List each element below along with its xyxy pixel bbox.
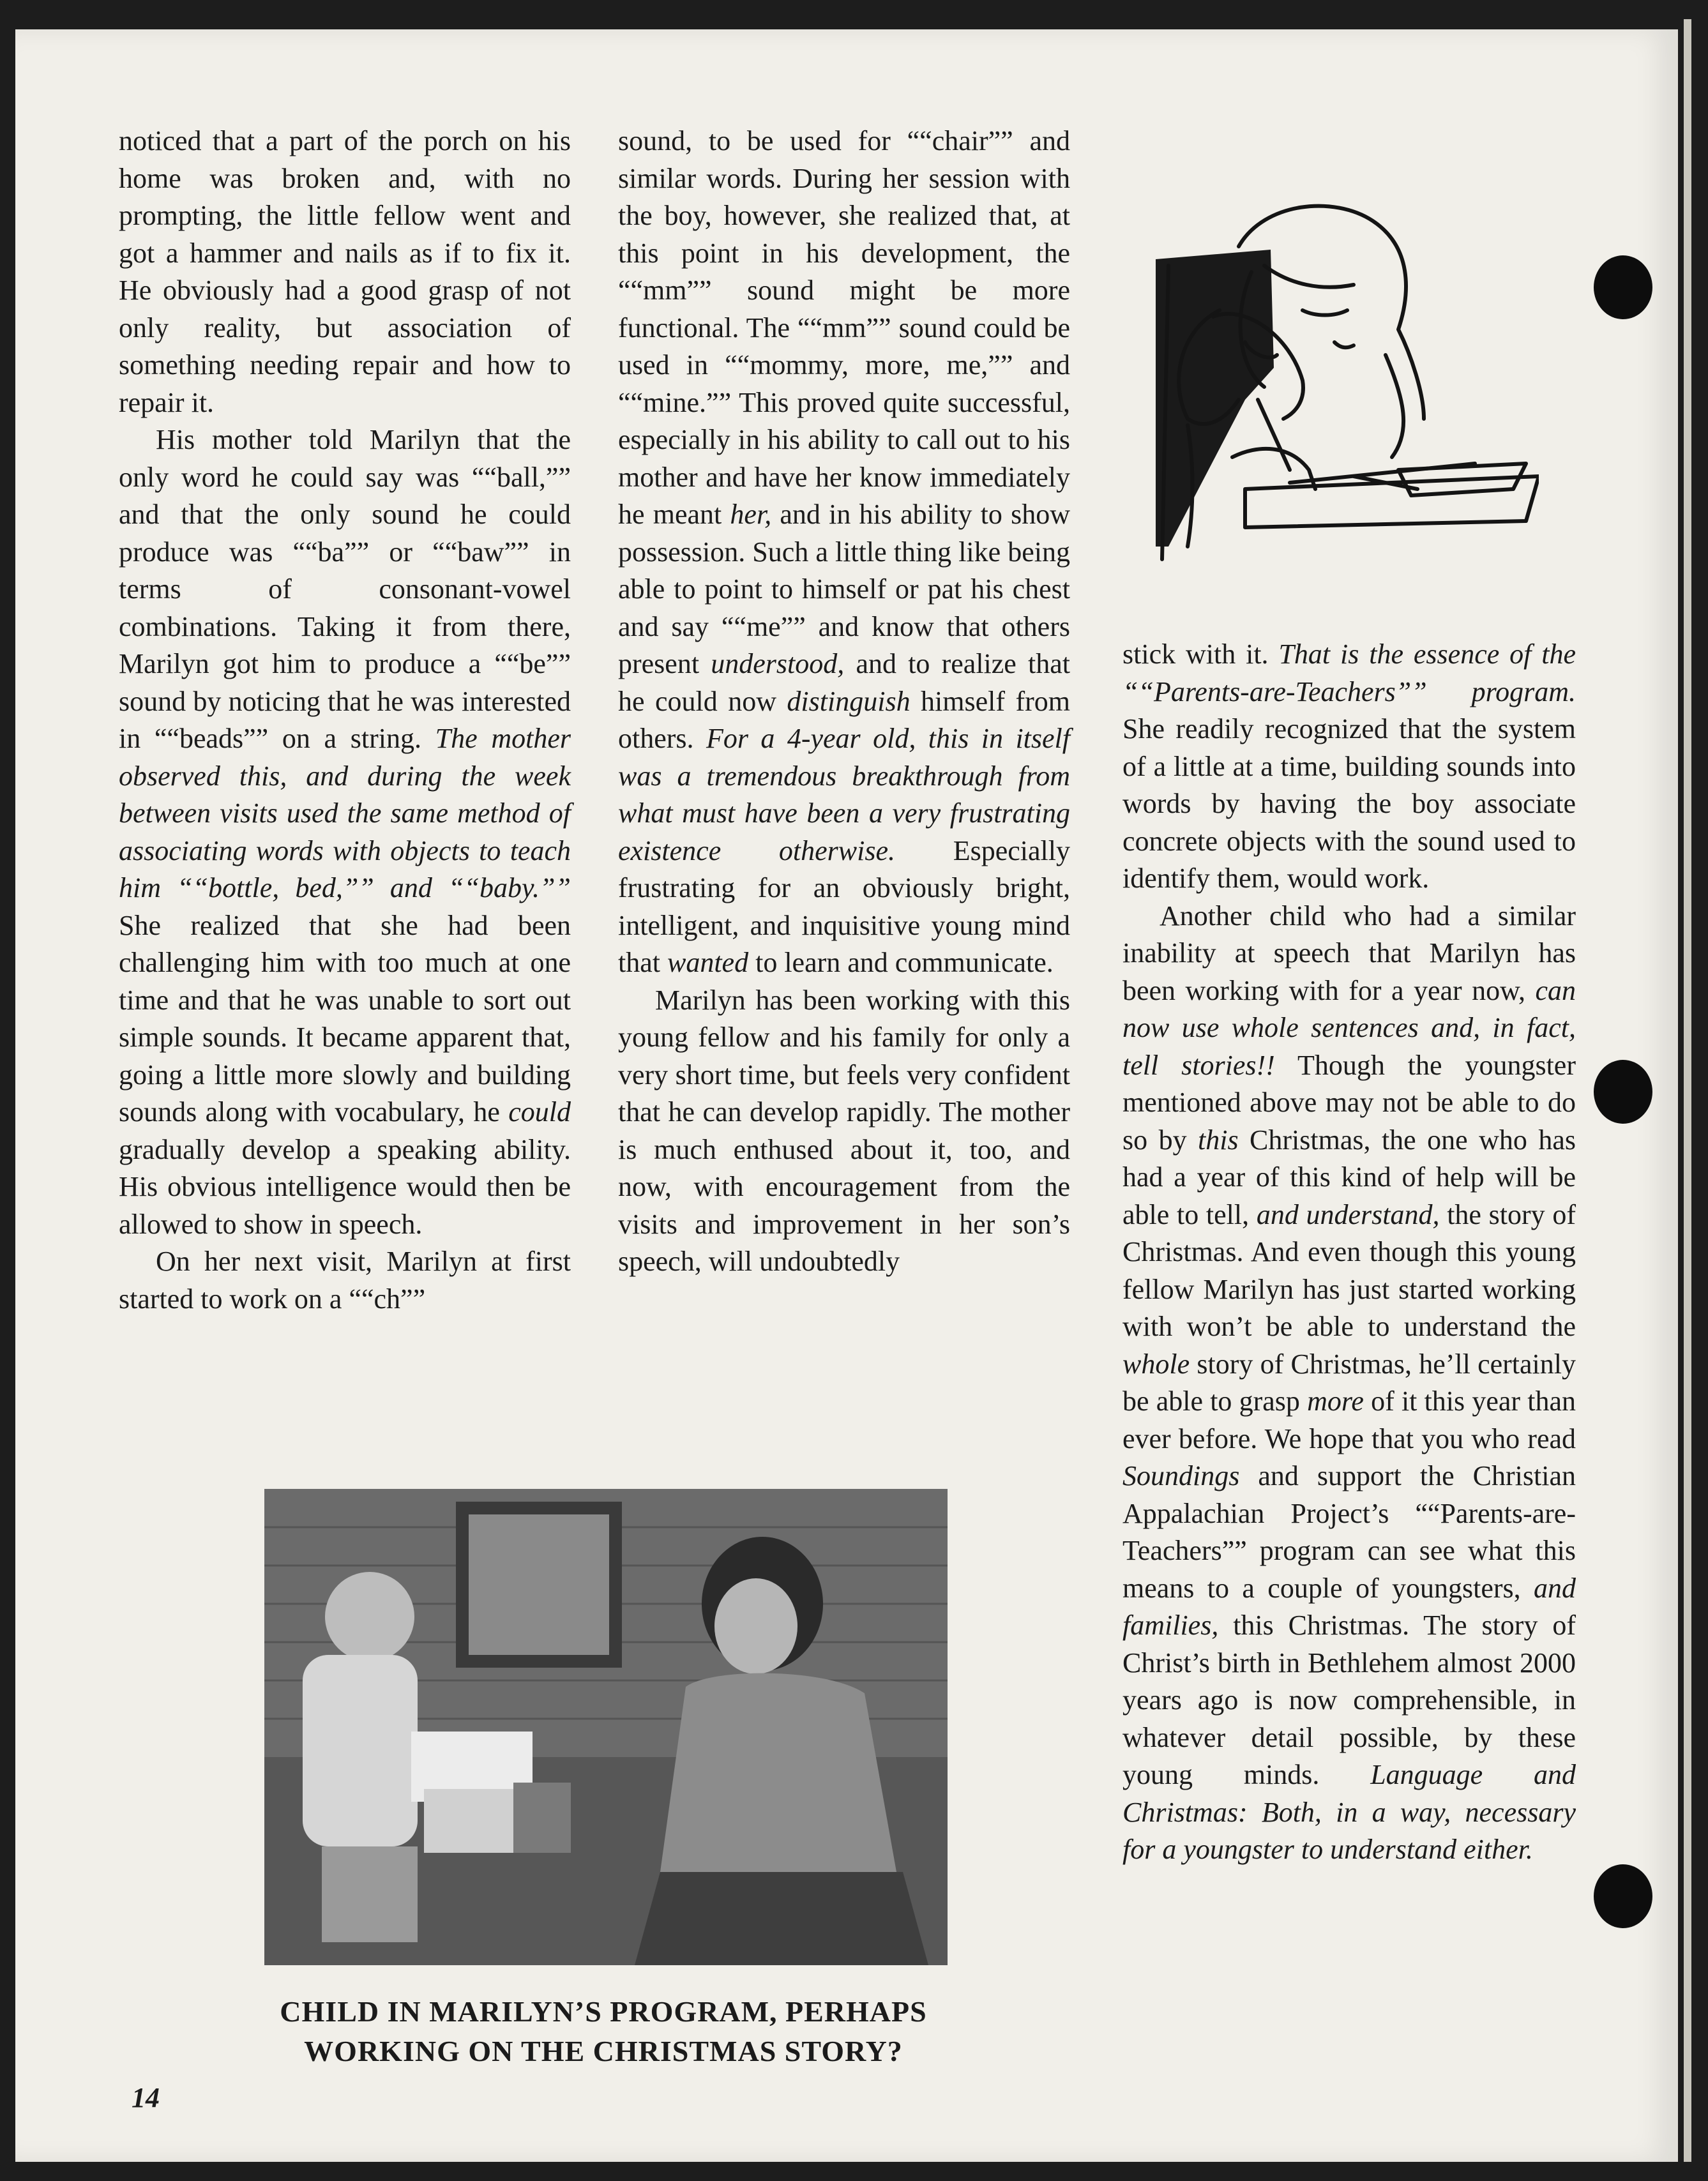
binder-hole-icon [1594, 1060, 1652, 1124]
binder-hole-icon [1594, 255, 1652, 319]
binder-hole-icon [1594, 1864, 1652, 1928]
paragraph: Another child who had a similar inability at speech that Marilyn has been working with for a year now, can now use whole sentences and, in fact, tell stories!! Though the youngster mentioned above may not be able to do so by this Christmas, the one who has had a year of this kind of help will be able to tell, and understand, the story of Christmas. And even though this young fellow Marilyn has just started working with won’t be able to understand the whole story of Christmas, he’ll certainly be able to grasp more of it this year than ever before. We hope that you who read Soundings and support the Christian Appalachian Project’s ““Parents-are-Teachers”” program can see what this means to a couple of youngsters, and families, this Christmas. The story of Christ’s birth in Bethlehem almost 2000 years ago is now comprehensible, in whatever detail possible, by these young minds. Language and Christmas: Both, in a way, necessary for a youngster to understand either. [1122, 900, 1576, 1865]
article-column-2 [618, 123, 1070, 1281]
teacher-child-sketch [1143, 189, 1539, 572]
photo-child-and-teacher [264, 1489, 948, 1965]
paragraph: stick with it. That is the essence of the ““Parents-are-Teachers”” program. She readily recognized that the system of a little at a time, building sounds into words by having the boy associate concrete objects with the sound used to identify them, would work. [1122, 638, 1576, 894]
paragraph: On her next visit, Marilyn at first started to work on a ““ch”” [119, 1246, 571, 1315]
caption-line-2: WORKING ON THE CHRISTMAS STORY? [304, 2035, 903, 2067]
photo-caption [185, 1992, 1022, 2071]
paragraph: sound, to be used for ““chair”” and similar words. During her session with the boy, however, she realized that, at this point in his development, the ““mm”” sound might be more functional. The ““mm”” sound could be used in ““mommy, more, me,”” and ““mine.”” This proved quite successful, especially in his ability to call out to his mother and have her know immediately he meant her, and in his ability to show possession. Such a little thing like being able to point to himself or pat his chest and say ““me”” and know that others present understood, and to realize that he could now distinguish himself from others. For a 4-year old, this in itself was a tremendous breakthrough from what must have been a very frustrating existence otherwise. Especially frustrating for an obviously bright, intelligent, and inquisitive young mind that wanted to learn and communicate. [618, 125, 1071, 978]
paragraph: noticed that a part of the porch on his home was broken and, with no prompting, the little fellow went and got a hammer and nails as if to fix it. He obviously had a good grasp of not only reality, but association of something needing repair and how to repair it. [119, 125, 571, 418]
caption-line-1: CHILD IN MARILYN’S PROGRAM, PERHAPS [280, 1995, 927, 2028]
photo-illustration [264, 1489, 948, 1965]
paragraph: Marilyn has been working with this young fellow and his family for only a very short time, but feels very confident that he can develop rapidly. The mother is much enthused about it, too, and now, with encouragement from the visits and improvement in her son’s speech, will undoubtedly [618, 984, 1070, 1277]
article-column-3 [1122, 636, 1576, 1869]
article-column-1 [119, 123, 571, 1318]
page-number: 14 [132, 2082, 160, 2113]
paragraph: His mother told Marilyn that the only word he could say was ““ball,”” and that the only sound he could produce was ““ba”” or ““baw”” in terms of consonant-vowel combinations. Taking it from there, Marilyn got him to produce a ““be”” sound by noticing that he was interested in ““beads”” on a string. The mother observed this, and during the week between visits used the same method of associating words with objects to teach him ““bottle, bed,”” and ““baby.”” She realized that she had been challenging him with too much at one time and that he was unable to sort out simple sounds. It became apparent that, going a little more slowly and building sounds along with vocabulary, he could gradually develop a speaking ability. His obvious intelligence would then be allowed to show in speech. [119, 424, 571, 1240]
page-edge [1684, 19, 1691, 2162]
